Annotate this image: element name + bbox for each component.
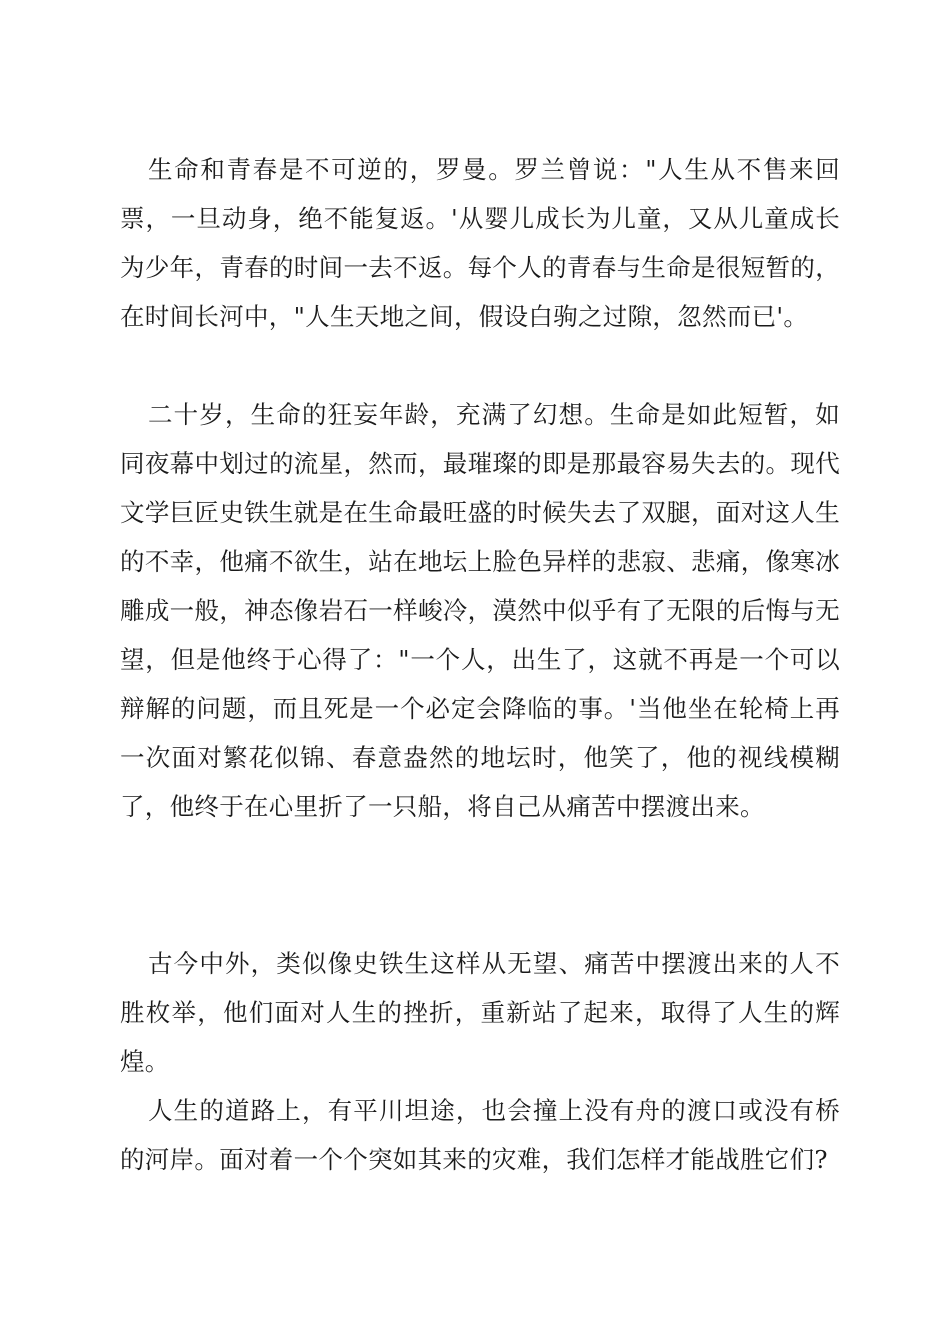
paragraph-3: 古今中外，类似像史铁生这样从无望、痛苦中摆渡出来的人不胜枚举，他们面对人生的挫折，重新站了起来，取得了人生的辉煌。 <box>120 949 840 1076</box>
paragraph-4: 人生的道路上，有平川坦途，也会撞上没有舟的渡口或没有桥的河岸。面对着一个个突如其来的灾难，我们怎样才能战胜它们? <box>120 1096 840 1174</box>
paragraph-1: 生命和青春是不可逆的，罗曼。罗兰曾说："人生从不售来回票，一旦动身，绝不能复返。'从婴儿成长为儿童，又从儿童成长为少年，青春的时间一去不返。每个人的青春与生命是很短暂的，在时间长河中，"人生天地之间，假设白驹之过隙，忽然而已'。 <box>120 155 840 331</box>
paragraph-2: 二十岁，生命的狂妄年龄，充满了幻想。生命是如此短暂，如同夜幕中划过的流星，然而，最璀璨的即是那最容易失去的。现代文学巨匠史铁生就是在生命最旺盛的时候失去了双腿，面对这人生的不幸，他痛不欲生，站在地坛上脸色异样的悲寂、悲痛，像寒冰雕成一般，神态像岩石一样峻冷，漠然中似乎有了无限的后悔与无望，但是他终于心得了："一个人，出生了，这就不再是一个可以辩解的问题，而且死是一个必定会降临的事。'当他坐在轮椅上再一次面对繁花似锦、春意盎然的地坛时，他笑了，他的视线模糊了，他终于在心里折了一只船，将自己从痛苦中摆渡出来。 <box>120 400 840 821</box>
